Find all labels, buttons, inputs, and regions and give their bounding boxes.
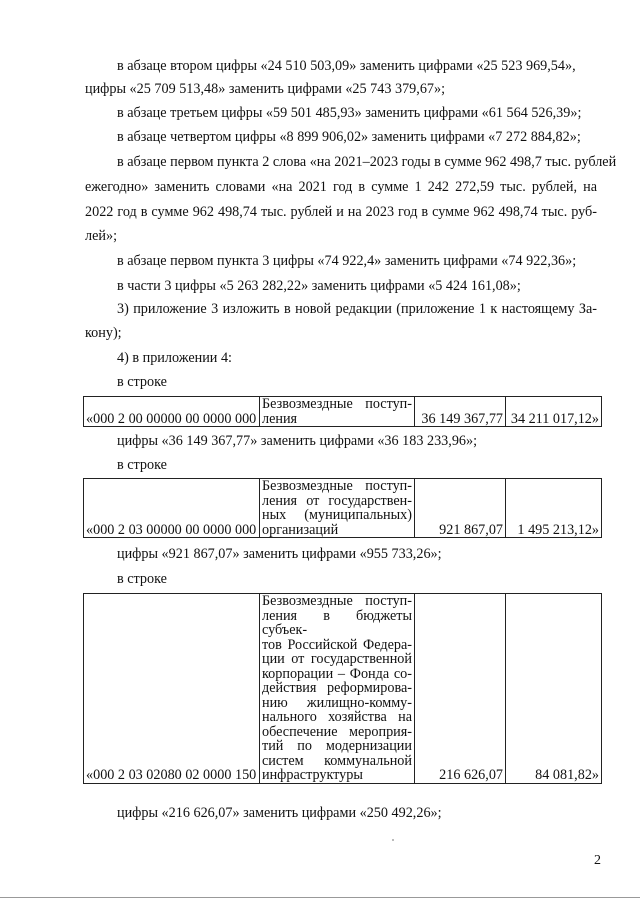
name-line: нию жилищно-комму- <box>262 694 412 711</box>
name-line: Безвозмездные поступ- <box>262 478 412 494</box>
code-cell: «000 2 00 00000 00 0000 000 <box>84 397 260 427</box>
name-line: корпорации – Фонда со- <box>262 665 412 682</box>
budget-table-3 <box>83 593 602 784</box>
row-label: в строке <box>117 457 167 473</box>
replacement-text: цифры «36 149 367,77» заменить цифрами «36 183 233,96»; <box>117 433 478 449</box>
value-cell-2022: 921 867,07 <box>415 479 506 538</box>
page-bottom-rule <box>0 897 640 898</box>
name-cell <box>260 397 415 427</box>
paragraph-line: кону); <box>85 325 122 341</box>
name-line: Безвозмездные поступ- <box>262 593 412 609</box>
budget-table-2 <box>83 478 602 538</box>
paragraph-line: 4) в приложении 4: <box>117 350 232 366</box>
replacement-text: цифры «921 867,07» заменить цифрами «955 733,26»; <box>117 546 442 562</box>
table-row <box>84 479 602 538</box>
name-cell <box>260 479 415 538</box>
paragraph-line: в абзаце первом пункта 3 цифры «74 922,4» заменить цифрами «74 922,36»; <box>117 253 577 269</box>
value-cell-2023: 34 211 017,12» <box>506 397 602 427</box>
page-number: 2 <box>594 853 601 868</box>
replacement-text: цифры «216 626,07» заменить цифрами «250 492,26»; <box>117 805 442 821</box>
name-line: тов Российской Федера- <box>262 636 412 653</box>
name-line: Безвозмездные поступ- <box>262 396 412 412</box>
paragraph-line: ежегодно» заменить словами «на 2021 год в сумме 1 242 272,59 тыс. рублей, на <box>85 179 597 195</box>
value-cell-2022: 36 149 367,77 <box>415 397 506 427</box>
row-label: в строке <box>117 571 167 587</box>
value-cell-2023: 1 495 213,12» <box>506 479 602 538</box>
paragraph-line: в абзаце первом пункта 2 слова «на 2021–2023 годы в сумме 962 498,7 тыс. рублей <box>117 154 617 170</box>
name-cell <box>260 594 415 784</box>
table-row <box>84 397 602 427</box>
name-line: ных (муниципальных) <box>262 507 412 523</box>
paragraph-line: цифры «25 709 513,48» заменить цифрами «25 743 379,67»; <box>85 81 446 97</box>
value-cell-2023: 84 081,82» <box>506 594 602 784</box>
paragraph-line: 2022 год в сумме 962 498,74 тыс. рублей и на 2023 год в сумме 962 498,74 тыс. руб- <box>85 204 597 220</box>
name-line: ции от государственной <box>262 651 412 667</box>
paragraph-line: лей»; <box>85 228 118 244</box>
name-line: ления от государствен- <box>262 492 412 509</box>
name-line: организаций <box>262 521 339 538</box>
code-cell: «000 2 03 02080 02 0000 150 <box>84 594 260 784</box>
paragraph-line: в абзаце четвертом цифры «8 899 906,02» заменить цифрами «7 272 884,82»; <box>117 129 581 145</box>
name-line: нального хозяйства на <box>262 709 412 725</box>
name-line: действия реформирова- <box>262 680 412 696</box>
table-row <box>84 594 602 784</box>
name-line: систем коммунальной <box>262 752 412 769</box>
scan-speck <box>392 839 394 841</box>
name-line: тий по модернизации <box>262 738 412 754</box>
name-line: ления в бюджеты субъек- <box>262 607 412 638</box>
paragraph-line: 3) приложение 3 изложить в новой редакции (приложение 1 к настоящему За- <box>117 301 597 317</box>
name-line: инфраструктуры <box>262 767 363 783</box>
value-cell-2022: 216 626,07 <box>415 594 506 784</box>
paragraph-line: в абзаце третьем цифры «59 501 485,93» заменить цифрами «61 564 526,39»; <box>117 105 582 121</box>
paragraph-line: в абзаце втором цифры «24 510 503,09» заменить цифрами «25 523 969,54», <box>117 58 576 74</box>
budget-table-1 <box>83 396 602 427</box>
name-line: ления <box>262 410 298 427</box>
name-line: обеспечение мероприя- <box>262 723 412 740</box>
row-label: в строке <box>117 374 167 390</box>
code-cell: «000 2 03 00000 00 0000 000 <box>84 479 260 538</box>
paragraph-line: в части 3 цифры «5 263 282,22» заменить цифрами «5 424 161,08»; <box>117 278 521 294</box>
